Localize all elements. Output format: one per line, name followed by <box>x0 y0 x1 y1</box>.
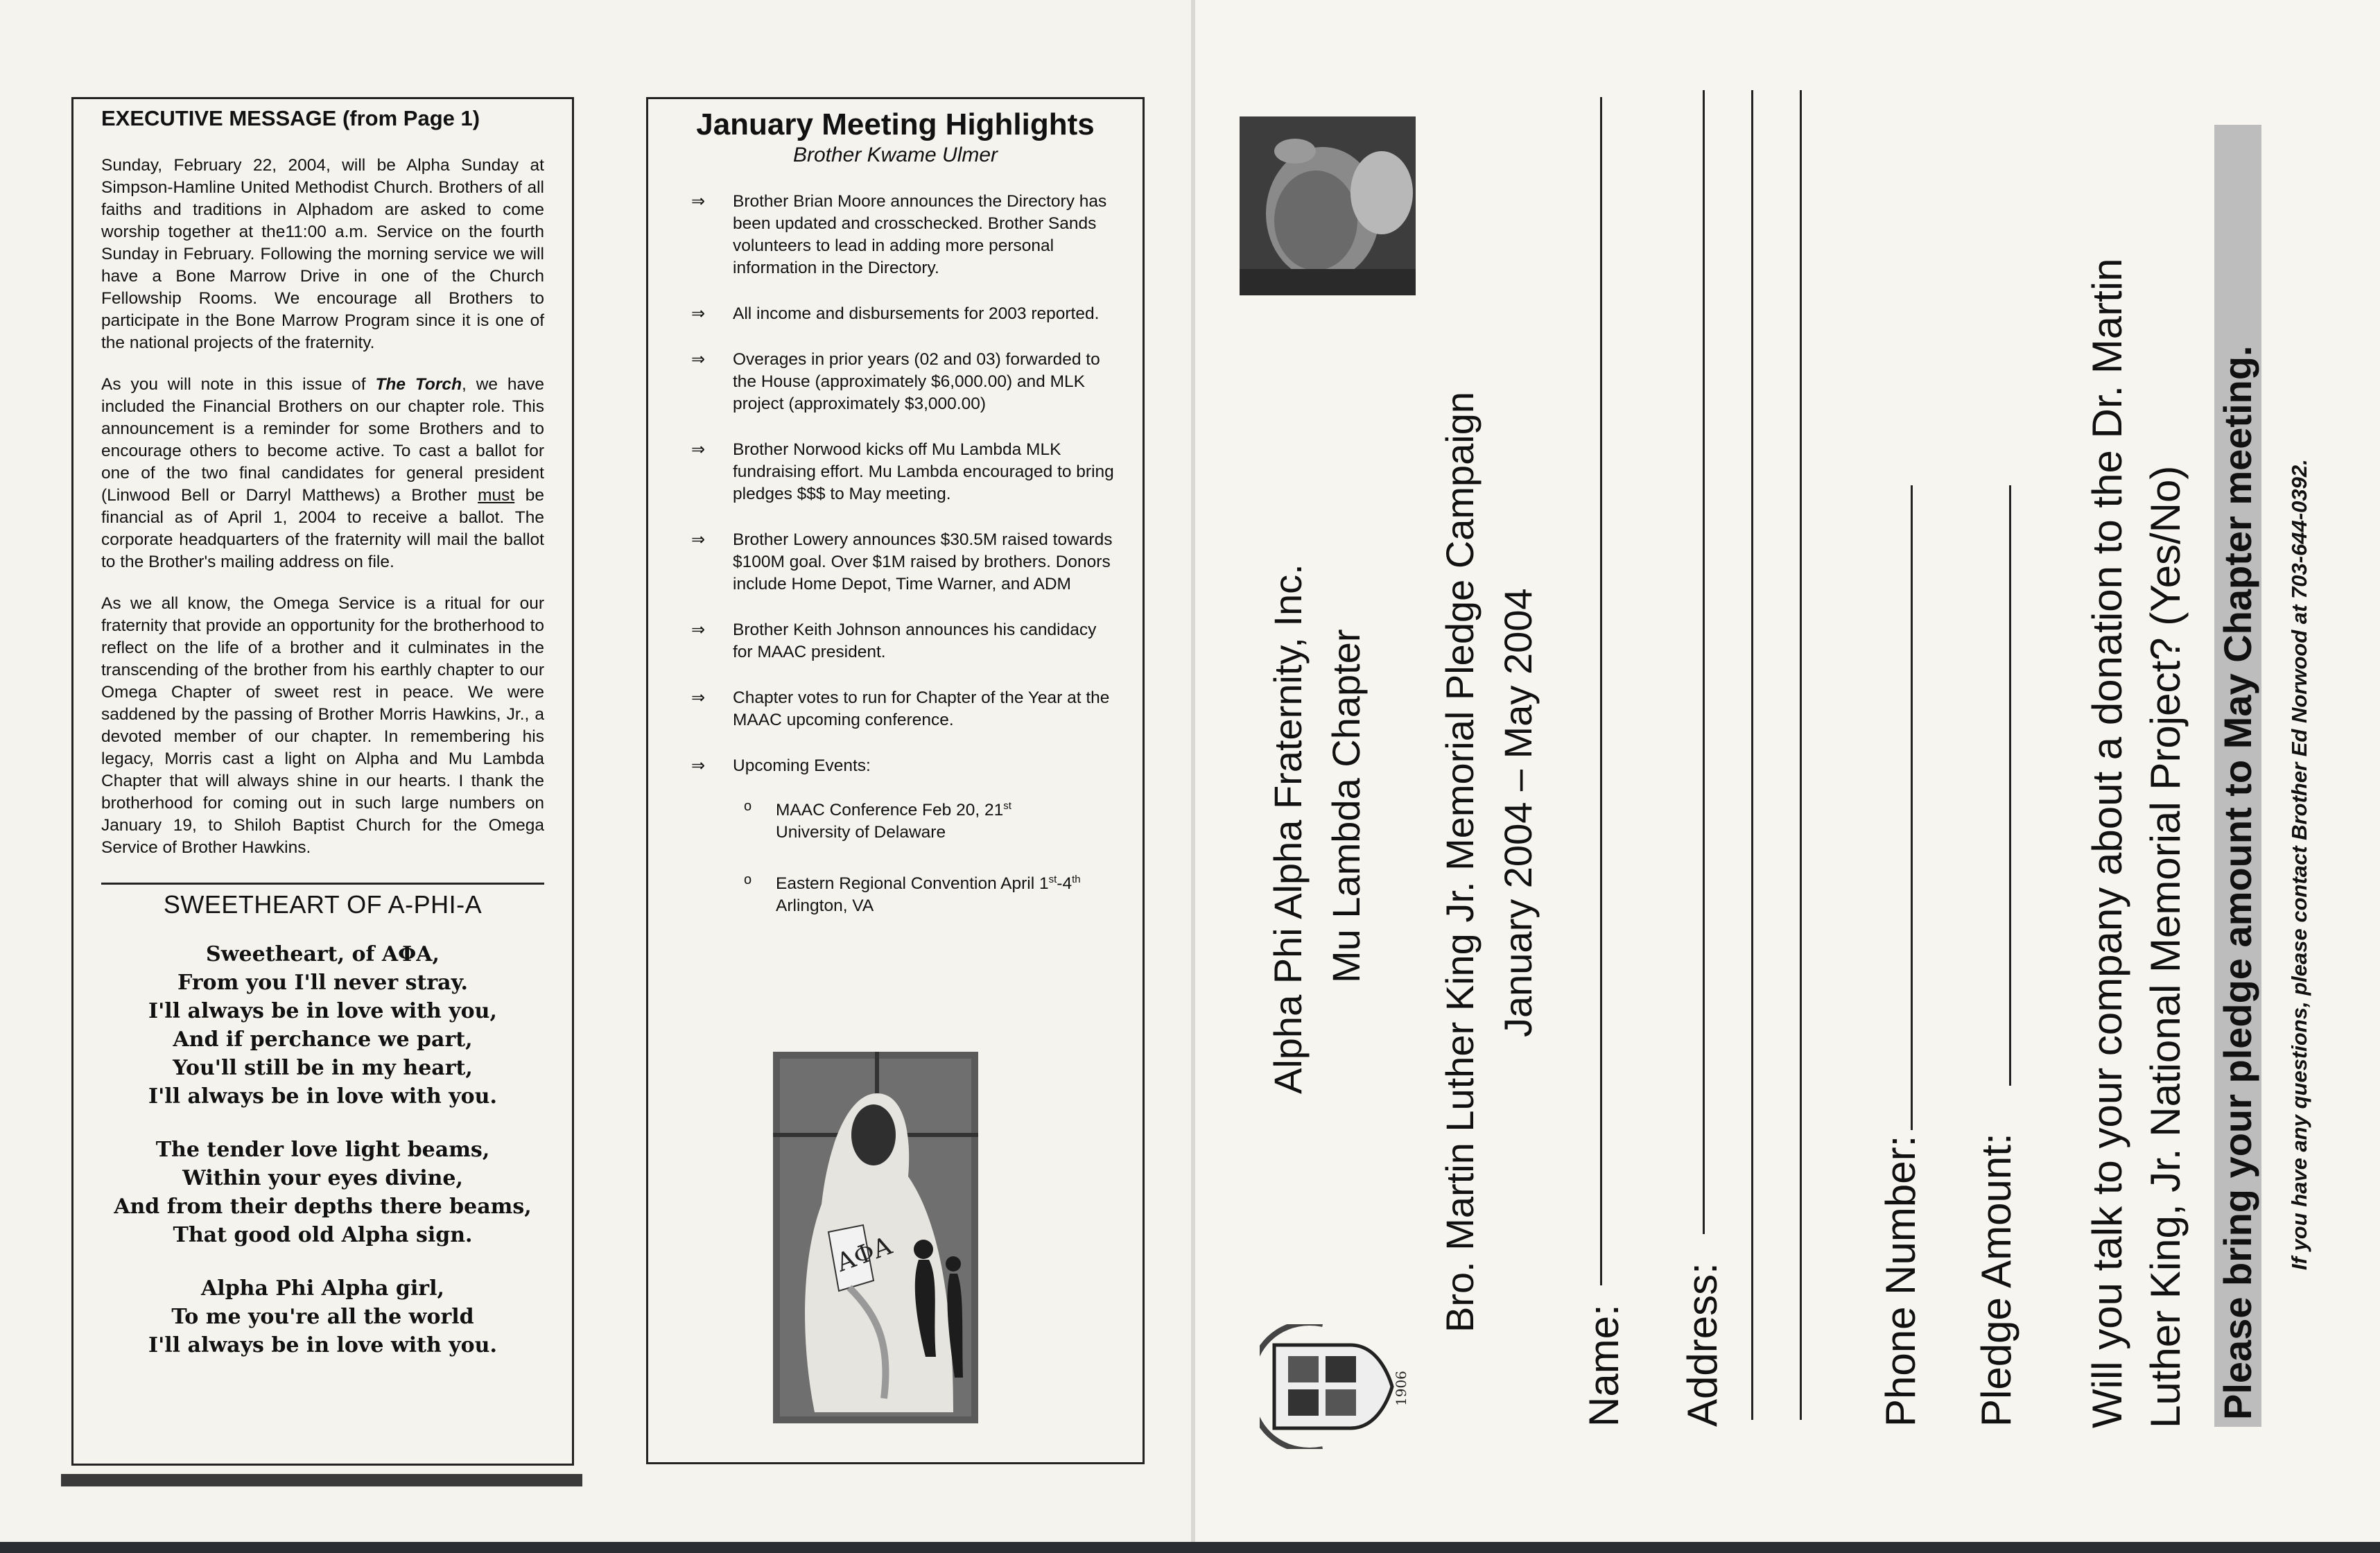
arrow-right-icon: ⇒ <box>691 621 706 639</box>
must-underlined: must <box>478 486 515 505</box>
event-text-part: University of Delaware <box>776 823 946 842</box>
illustration-art <box>773 1052 978 1423</box>
arrow-right-icon: ⇒ <box>691 304 706 323</box>
poem-line: Within your eyes divine, <box>182 1166 463 1190</box>
poem-line: And from their depths there beams, <box>114 1195 532 1219</box>
arrow-right-icon: ⇒ <box>691 440 706 459</box>
mlk-portrait-photo <box>1240 116 1416 295</box>
highlight-text: Brother Lowery announces $30.5M raised towards $100M goal. Over $1M raised by brothers. Donors include Home Depot, Time Warner, and ADM <box>733 530 1113 593</box>
event-text-part: -4 <box>1057 874 1072 894</box>
name-label: Name: <box>1581 1304 1627 1427</box>
pledge-amount-label: Pledge Amount: <box>1973 1133 2019 1427</box>
highlight-item <box>668 755 1123 777</box>
executive-message-title: EXECUTIVE MESSAGE (from Page 1) <box>101 106 480 130</box>
p2-text-a: As you will note in this issue of <box>101 375 376 394</box>
campaign-title: Bro. Martin Luther King Jr. Memorial Pledge Campaign <box>1438 391 1482 1333</box>
highlight-text: Overages in prior years (02 and 03) forwarded to the House (approximately $6,000.00) and MLK project (approximately $3,000.00) <box>733 350 1100 413</box>
address-field-line-1[interactable] <box>1703 90 1705 1234</box>
highlight-item <box>668 303 1123 325</box>
event-text-part: Eastern Regional Convention April 1 <box>776 874 1049 894</box>
highlight-text: Brother Keith Johnson announces his candidacy for MAAC president. <box>733 621 1097 661</box>
event-text-part: MAAC Conference Feb 20, 21 <box>776 801 1004 820</box>
address-field-line-2[interactable] <box>1751 90 1753 1420</box>
highlight-text: Brother Brian Moore announces the Directory has been updated and crosschecked. Brother Sands volunteers to lead in adding more personal information in the Directory. <box>733 192 1107 277</box>
arrow-right-icon: ⇒ <box>691 530 706 549</box>
arrow-right-icon: ⇒ <box>691 756 706 775</box>
circle-bullet-icon: o <box>744 872 752 888</box>
highlight-item <box>668 687 1123 731</box>
event-text-part: Arlington, VA <box>776 896 874 916</box>
poem-stanza-3 <box>101 1274 544 1360</box>
campaign-dates: January 2004 – May 2004 <box>1496 588 1540 1037</box>
event-item <box>744 869 1123 917</box>
company-question-line-1: Will you talk to your company about a donation to the Dr. Martin <box>2084 258 2130 1428</box>
january-byline: Brother Kwame Ulmer <box>792 144 998 166</box>
poem-line: To me you're all the world <box>171 1305 474 1329</box>
chapter-name: Mu Lambda Chapter <box>1324 629 1368 983</box>
highlight-text: Chapter votes to run for Chapter of the Year at the MAAC upcoming conference. <box>733 688 1110 729</box>
portrait-art <box>1240 116 1416 295</box>
name-field-line[interactable] <box>1600 97 1602 1285</box>
poem-line: The tender love light beams, <box>155 1138 490 1162</box>
event-sup: th <box>1072 874 1081 886</box>
company-question-line-2: Luther King, Jr. National Memorial Project? (Yes/No) <box>2142 465 2189 1428</box>
poem-line: And if perchance we part, <box>173 1027 473 1052</box>
event-sup: st <box>1048 874 1057 886</box>
phone-number-label: Phone Number: <box>1877 1135 1924 1427</box>
p2-text-b: , we have included the Financial Brothers on our chapter role. This announcement is a reminder for some Brothers and to encourage others to become active. To cast a ballot for one of the two final candidates for general president (Linwood Bell or Darryl Matthews) a Brother <box>101 375 544 505</box>
poem-line: I'll always be in love with you. <box>148 1084 497 1109</box>
executive-message-box <box>71 97 574 1466</box>
poem-line: You'll still be in my heart, <box>173 1056 473 1080</box>
org-name: Alpha Phi Alpha Fraternity, Inc. <box>1266 564 1310 1094</box>
highlight-item <box>668 529 1123 596</box>
scan-dark-strip <box>61 1474 582 1486</box>
arrow-right-icon: ⇒ <box>691 688 706 707</box>
highlight-item <box>668 349 1123 415</box>
address-label: Address: <box>1679 1263 1726 1427</box>
january-highlights-box <box>646 97 1145 1464</box>
arrow-right-icon: ⇒ <box>691 192 706 211</box>
sweetheart-title: SWEETHEART OF A-PHI-A <box>163 890 483 919</box>
highlight-item <box>668 439 1123 505</box>
phone-field-line[interactable] <box>1911 485 1913 1130</box>
circle-bullet-icon: o <box>744 799 752 814</box>
arrow-right-icon: ⇒ <box>691 350 706 369</box>
event-text <box>776 795 1011 844</box>
poem-line: I'll always be in love with you, <box>148 999 497 1023</box>
executive-paragraph-3: As we all know, the Omega Service is a ritual for our fraternity that provide an opportunity for the brotherhood to reflect on the life of a brother and it culminates in the transcending of the brother from his earthly chapter to our Omega Chapter of sweet rest in peace. We were saddened by the passing of Brother Morris Hawkins, Jr., a devoted member of our chapter. In remembering his legacy, Morris cast a light on Alpha and Mu Lambda Chapter that will always shine in our hearts. I thank the brotherhood for coming out in such large numbers on January 19, to Shiloh Baptist Church for the Omega Service of Brother Hawkins. <box>101 594 544 857</box>
address-field-line-3[interactable] <box>1800 90 1802 1420</box>
highlight-text: All income and disbursements for 2003 reported. <box>733 304 1100 323</box>
highlight-item <box>668 619 1123 663</box>
event-sup: st <box>1003 800 1011 812</box>
poem-line: I'll always be in love with you. <box>148 1333 497 1357</box>
executive-paragraph-2 <box>101 374 544 573</box>
executive-paragraph-1: Sunday, February 22, 2004, will be Alpha Sunday at Simpson-Hamline United Methodist Church. Brothers of all faiths and traditions in Alphadom are asked to come worship together at the11:00 a.m. Service on the fourth Sunday in February. Following the morning service we will have a Bone Marrow Drive in one of the Church Fellowship Rooms. We encourage all Brothers to participate in the Bone Marrow Program since it is one of the national projects of the fraternity. <box>101 156 544 352</box>
crest-motto-text: 1906 <box>1393 1371 1409 1406</box>
poem-line: Sweetheart, of ΑΦΑ, <box>206 942 440 966</box>
bring-pledge-banner: Please bring your pledge amount to May Chapter meeting. <box>2214 125 2261 1427</box>
poem-line: Alpha Phi Alpha girl, <box>201 1276 444 1301</box>
fraternity-crest-logo <box>1260 1324 1441 1449</box>
highlight-text: Brother Norwood kicks off Mu Lambda MLK fundraising effort. Mu Lambda encouraged to bring pledges $$$ to May meeting. <box>733 440 1114 503</box>
poem-line: That good old Alpha sign. <box>173 1223 473 1247</box>
p2-text-d: corporate headquarters of the fraternity will mail the ballot to the Brother's mailing address on file. <box>101 530 544 571</box>
event-text <box>776 869 1123 917</box>
contact-note: If you have any questions, please contact Brother Ed Norwood at 703-644-0392. <box>2287 459 2311 1270</box>
poem-stanza-1 <box>101 940 544 1111</box>
january-title: January Meeting Highlights <box>696 107 1095 141</box>
poem-line: From you I'll never stray. <box>177 971 469 995</box>
event-item <box>744 795 1123 844</box>
page-fold <box>1191 0 1195 1542</box>
the-torch-title: The Torch <box>375 375 462 394</box>
illustration-letters: ΑΦΑ <box>833 1231 896 1278</box>
p2-text-c: be financial as of April 1, 2004 to receive a ballot. The <box>101 486 544 527</box>
pledge-amount-field-line[interactable] <box>2009 485 2011 1086</box>
section-divider <box>101 883 544 885</box>
highlight-text: Upcoming Events: <box>733 756 871 775</box>
crest-art <box>1260 1324 1441 1449</box>
highlight-item <box>668 191 1123 279</box>
poem-stanza-2 <box>101 1136 544 1249</box>
mother-child-illustration <box>773 1052 978 1423</box>
